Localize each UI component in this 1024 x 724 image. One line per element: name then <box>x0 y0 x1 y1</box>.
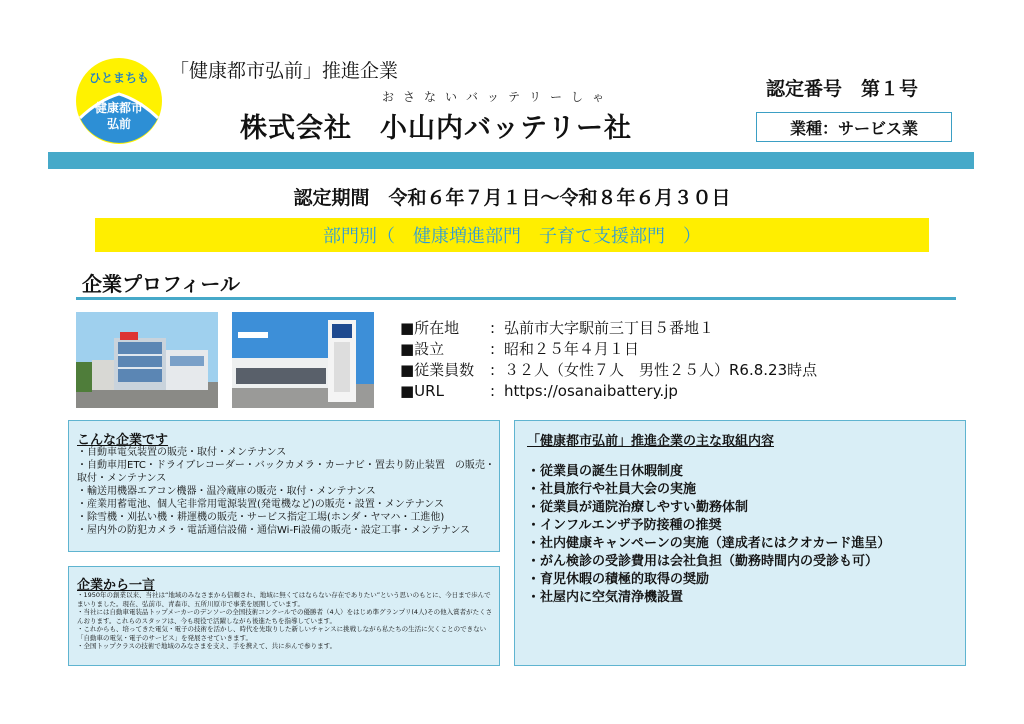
logo-line2: 弘前 <box>106 117 132 131</box>
info-value: 弘前市大字駅前三丁目５番地１ <box>504 319 715 337</box>
list-item: ・がん検診の受診費用は会社負担（勤務時間内の受診も可） <box>527 554 879 569</box>
department-band <box>95 218 929 252</box>
info-colon: : <box>490 340 496 358</box>
logo-top-text: ひとまちも <box>88 71 150 85</box>
list-item: ・社内健康キャンペーンの実施（達成者にはクオカード進呈） <box>527 536 891 551</box>
industry-badge: 業種：サービス業 <box>756 112 952 142</box>
info-row-founded <box>400 339 817 360</box>
company-message-panel <box>68 566 500 666</box>
list-item: ・自動車用ETC・ドライブレコーダー・バックカメラ・カーナビ・置去り防止装置 の販売・取付・メンテナンス <box>77 460 495 484</box>
info-value: 昭和２５年４月１日 <box>504 340 640 358</box>
subtitle: 「健康都市弘前」推進企業 <box>170 60 399 82</box>
department-text: 部門別（ 健康増進部門 子育て支援部門 ） <box>323 226 701 247</box>
info-key: ■設立 <box>400 340 445 358</box>
info-value: ３２人（女性７人 男性２５人）R6.8.23時点 <box>504 361 818 379</box>
certification-number: 認定番号 第１号 <box>766 78 919 100</box>
info-key: ■従業員数 <box>400 361 475 379</box>
company-ruby: おさないバッテリーしゃ <box>382 90 614 104</box>
list-item: ・産業用蓄電池、個人宅非常用電源装置(発電機など)の販売・設置・メンテナンス <box>77 499 445 510</box>
info-key: ■所在地 <box>400 319 460 337</box>
info-row-employees <box>400 360 817 381</box>
list-item: ・これからも、培ってきた電気・電子の技術を活かし、時代を先取りした新しいチャンスに挑戦しながら私たちの生活に欠くことのできない「自動車の電気・電子のサービス」を発展させていきます。 <box>77 625 487 642</box>
list-item: ・1950年の創業以来、当社は“地域のみなさまから信頼され、地域に無くてはならない存在でありたい”という思いのもとに、今日まで歩んでまいりました。現在、弘前市、青森市、五所川原市で事業を展開しています。 <box>77 591 491 608</box>
list-item: ・社員旅行や社員大会の実施 <box>527 482 697 497</box>
info-row-url <box>400 381 817 402</box>
list-item: ・全国トップクラスの技術で地域のみなさまを支え、手を携えて、共に歩んで参ります。 <box>77 642 337 650</box>
info-value-url: https://osanaibattery.jp <box>504 382 678 400</box>
info-key: ■URL <box>400 382 444 400</box>
message-list <box>77 591 497 651</box>
profile-divider <box>76 297 956 300</box>
list-item: ・除雪機・刈払い機・耕運機の販売・サービス指定工場(ホンダ・ヤマハ・工進他) <box>77 512 445 523</box>
list-item: ・社屋内に空気清浄機設置 <box>527 590 684 605</box>
about-list <box>77 446 495 537</box>
initiatives-title: 「健康都市弘前」推進企業の主な取組内容 <box>527 434 775 449</box>
initiatives-list <box>527 463 890 607</box>
message-title: 企業から一言 <box>77 578 156 593</box>
list-item: ・当社には自動車電装品トップメーカーのデンソーの全国技術コンクールでの優勝者（4人）をはじめ準グランプリ(4人)その他入賞者がたくさんおります。これらのスタッフは、今も現役で活躍しながら後進たちを指導しています。 <box>77 608 493 625</box>
list-item: ・育児休暇の積極的取得の奨励 <box>527 572 710 587</box>
info-colon: : <box>490 382 496 400</box>
company-name: 株式会社 小山内バッテリー社 <box>240 113 632 144</box>
info-colon: : <box>490 361 496 379</box>
about-title: こんな企業です <box>77 433 169 448</box>
list-item: ・自動車電気装置の販売・取付・メンテナンス <box>77 447 287 458</box>
profile-info <box>400 318 817 402</box>
list-item: ・従業員の誕生日休暇制度 <box>527 464 684 479</box>
storefront-photo <box>232 312 374 408</box>
about-company-panel <box>68 420 500 552</box>
certification-period: 認定期間 令和６年７月１日～令和８年６月３０日 <box>293 187 731 209</box>
header-divider-bar <box>48 152 974 169</box>
info-row-address <box>400 318 817 339</box>
list-item: ・輸送用機器エアコン機器・温冷蔵庫の販売・取付・メンテナンス <box>77 486 376 497</box>
list-item: ・屋内外の防犯カメラ・電話通信設備・通信Wi-Fi設備の販売・設定工事・メンテナンス <box>77 525 471 536</box>
info-colon: : <box>490 319 496 337</box>
profile-heading: 企業プロフィール <box>82 272 240 296</box>
office-building-photo <box>76 312 218 408</box>
initiatives-panel <box>514 420 966 666</box>
logo-line1: 健康都市 <box>94 101 144 115</box>
list-item: ・従業員が通院治療しやすい勤務体制 <box>527 500 749 515</box>
health-city-logo <box>74 56 164 146</box>
list-item: ・インフルエンザ予防接種の推奨 <box>527 518 722 533</box>
